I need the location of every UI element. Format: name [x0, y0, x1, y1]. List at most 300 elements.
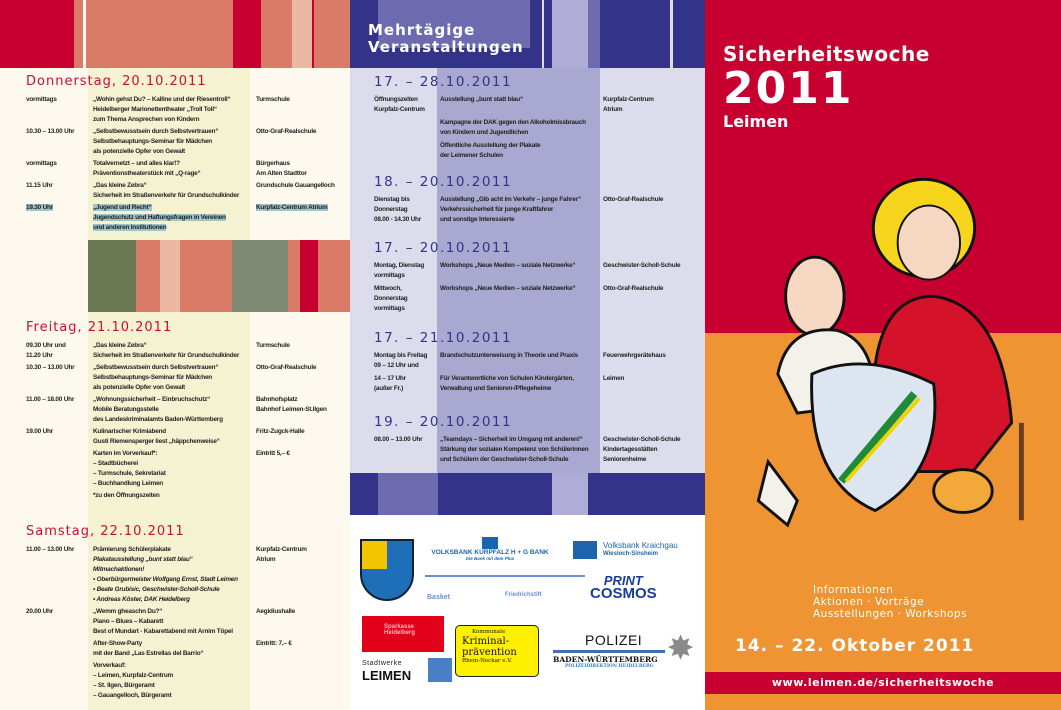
line	[93, 191, 256, 201]
text-line: Fritz-Zugck-Halle	[256, 428, 305, 435]
text-line: Jugendschutz und Haftungsfragen in Vereinen	[93, 214, 226, 221]
event-dates: 14. – 22. Oktober 2011	[735, 636, 975, 656]
line	[93, 575, 256, 585]
event-time	[26, 203, 93, 233]
logo-text: Kriminal-	[462, 636, 510, 647]
stadtwerke-leimen-logo	[362, 658, 454, 682]
event-location	[256, 95, 350, 125]
text-line: Montag, Dienstag	[374, 262, 425, 269]
event-location	[603, 118, 705, 138]
text-line: und sonstige Interessierte	[440, 216, 515, 223]
line	[93, 395, 256, 405]
event-row	[0, 95, 350, 125]
text-line: „Wohin gehst Du? – Kalline und der Riesentroll“	[93, 96, 231, 103]
event-location	[603, 141, 705, 161]
line	[26, 341, 93, 351]
event-row	[0, 203, 350, 233]
logo-text: POLIZEI	[585, 632, 643, 648]
event-description	[93, 181, 256, 201]
event-time	[374, 284, 440, 314]
event-row	[0, 159, 350, 179]
line	[26, 159, 93, 169]
stripe	[233, 0, 261, 68]
line	[93, 449, 256, 459]
tagline-line: Aktionen · Vorträge	[813, 596, 925, 608]
event-location	[256, 395, 350, 425]
text-line: 08.00 - 14.30 Uhr	[374, 216, 422, 223]
event-location	[256, 341, 350, 361]
divider	[553, 650, 665, 653]
event-location	[256, 545, 350, 605]
multiday-section	[350, 414, 705, 468]
text-line: „Selbstbewusstsein durch Selbstvertrauen“	[93, 128, 219, 135]
line	[603, 455, 705, 465]
line	[93, 459, 256, 469]
volksbank-icon	[573, 541, 597, 559]
event-description	[93, 449, 256, 489]
logo-text: LEIMEN	[362, 668, 412, 683]
event-time	[26, 341, 93, 361]
event-description	[93, 203, 256, 233]
title-line: Veranstaltungen	[368, 38, 524, 56]
text-line: Leimen	[603, 375, 625, 382]
text-line: Prämierung Schülerplakate	[93, 546, 171, 553]
event-time	[26, 395, 93, 425]
event-time	[374, 261, 440, 281]
text-line: Heidelberger Marionettentheater „Troll Toll“	[93, 106, 217, 113]
text-line: Totalvernetzt – und alles klar!?	[93, 160, 180, 167]
text-line: • Beate Grubisic, Geschwister-Scholl-Schule	[93, 586, 220, 593]
day-section-saturday	[0, 524, 350, 703]
text-line: Am Alten Stadttor	[256, 170, 307, 177]
police-star-icon: ✸	[668, 632, 694, 665]
event-location	[256, 363, 350, 393]
line	[93, 169, 256, 179]
line	[26, 607, 93, 617]
line	[256, 395, 350, 405]
line	[374, 205, 440, 215]
event-time	[374, 374, 440, 394]
text-line: 14 – 17 Uhr	[374, 375, 406, 382]
logo-text: BADEN-WÜRTTEMBERG	[553, 655, 658, 664]
event-row	[0, 181, 350, 201]
event-description	[440, 261, 603, 281]
text-line: Mobile Beratungsstelle	[93, 406, 159, 413]
line	[256, 607, 350, 617]
line	[26, 351, 93, 361]
cartoon-illustration	[725, 150, 1045, 530]
text-line: Karten im Vorverkauf*:	[93, 450, 158, 457]
line	[93, 213, 256, 223]
event-location	[256, 159, 350, 179]
event-row	[350, 284, 705, 314]
line	[26, 95, 93, 105]
line	[440, 205, 603, 215]
text-line: Für Verantwortliche von Schulen Kindergärten,	[440, 375, 574, 382]
line	[256, 181, 350, 191]
event-location	[256, 661, 350, 701]
line	[440, 95, 603, 105]
event-description	[93, 607, 256, 637]
text-line: Piano – Blues – Kabarett	[93, 618, 164, 625]
logo-text: COSMOS	[590, 585, 657, 602]
text-line: 11.20 Uhr	[26, 352, 53, 359]
tagline-line: Informationen	[813, 584, 894, 596]
event-description	[93, 341, 256, 361]
text-line: Gusti Riemensperger liest „häppchenweise“	[93, 438, 220, 445]
logo-text: PRINT	[603, 573, 643, 588]
text-line: – St. Ilgen, Bürgeramt	[93, 682, 155, 689]
text-line: – Gauangelloch, Bürgeramt	[93, 692, 172, 699]
kriminalpraevention-logo	[455, 625, 539, 677]
line	[93, 691, 256, 701]
event-time	[374, 95, 440, 115]
text-line: – Stadtbücherei	[93, 460, 138, 467]
line	[93, 661, 256, 671]
tagline-line: Ausstellungen · Workshops	[813, 608, 968, 620]
stripe	[588, 0, 600, 68]
website-link[interactable]: www.leimen.de/sicherheitswoche	[771, 676, 995, 689]
line	[93, 105, 256, 115]
line	[93, 617, 256, 627]
sparkasse-logo	[362, 616, 444, 652]
text-line: Kurpfalz-Centrum	[256, 546, 307, 553]
line	[374, 195, 440, 205]
text-line: Bürgerhaus	[256, 160, 290, 167]
text-line: Selbstbehauptungs-Seminar für Mädchen	[93, 138, 213, 145]
event-description	[440, 284, 603, 314]
photo-police	[232, 240, 288, 312]
event-time	[26, 449, 93, 489]
text-line: vormittags	[26, 160, 57, 167]
logo-text: Rhein-Neckar e.V.	[462, 658, 512, 664]
text-line: „Wemm gheaschn Du?“	[93, 608, 163, 615]
event-description	[93, 661, 256, 701]
text-line: Kurpfalz-Centrum	[603, 96, 654, 103]
text-line: von Kindern und Jugendlichen	[440, 129, 529, 136]
line	[26, 427, 93, 437]
line	[603, 195, 705, 205]
line	[440, 195, 603, 205]
line	[256, 169, 350, 179]
title-line: Mehrtägige	[368, 21, 476, 39]
line	[603, 261, 705, 271]
line	[603, 95, 705, 105]
day-section-friday	[0, 320, 350, 503]
line	[93, 555, 256, 565]
text-line: vormittags	[374, 272, 405, 279]
line	[93, 351, 256, 361]
day-title: Freitag, 21.10.2011	[26, 320, 173, 335]
text-line: Selbstbehauptungs-Seminar für Mädchen	[93, 374, 213, 381]
line	[440, 374, 603, 384]
event-location	[603, 195, 705, 225]
line	[93, 607, 256, 617]
text-line: Kulinarischer Krimiabend	[93, 428, 166, 435]
text-line: Sicherheit im Straßenverkehr für Grundschulkinder	[93, 352, 240, 359]
event-description	[440, 95, 603, 115]
line	[374, 95, 440, 105]
line	[93, 203, 256, 213]
day-title: Donnerstag, 20.10.2011	[26, 74, 207, 89]
event-row	[350, 261, 705, 281]
text-line: 11.00 – 18.00 Uhr	[26, 396, 75, 403]
line	[93, 595, 256, 605]
line	[93, 363, 256, 373]
text-line: als potenzielle Opfer von Gewalt	[93, 384, 185, 391]
line	[93, 181, 256, 191]
text-line: 08.00 – 13.00 Uhr	[374, 436, 423, 443]
text-line: Brandschutzunterweisung in Theorie und Praxis	[440, 352, 579, 359]
photo-puppet	[88, 240, 136, 312]
logo-text: Friedrichstift	[505, 592, 542, 598]
line	[374, 304, 440, 314]
text-line: Sicherheit im Straßenverkehr für Grundschulkinder	[93, 192, 240, 199]
line	[256, 95, 350, 105]
event-time	[26, 427, 93, 447]
event-row	[0, 491, 350, 501]
stripe	[542, 0, 544, 68]
volksbank-icon	[482, 537, 498, 549]
event-time	[374, 141, 440, 161]
date-range-title: 18. – 20.10.2011	[374, 174, 513, 190]
text-line: vormittags	[26, 96, 57, 103]
event-time	[26, 181, 93, 201]
line	[374, 384, 440, 394]
text-line: Ausstellung „bunt statt blau“	[440, 96, 523, 103]
line	[440, 128, 603, 138]
text-line: Feuerwehrgerätehaus	[603, 352, 666, 359]
event-row	[350, 195, 705, 225]
line	[93, 565, 256, 575]
logo-text: prävention	[462, 647, 517, 658]
text-line: als potenzielle Opfer von Gewalt	[93, 148, 185, 155]
event-row	[0, 545, 350, 605]
event-description	[440, 374, 603, 394]
basket-friedrichstift-logo	[425, 575, 585, 605]
line	[440, 351, 603, 361]
day-section-thursday	[0, 74, 350, 235]
line	[440, 118, 603, 128]
line	[603, 435, 705, 445]
event-row	[0, 395, 350, 425]
text-line: – Buchhandlung Leimen	[93, 480, 164, 487]
line	[93, 681, 256, 691]
event-location	[256, 203, 350, 233]
line	[93, 383, 256, 393]
line	[440, 261, 603, 271]
event-description	[93, 395, 256, 425]
text-line: Eintritt 5,– €	[256, 450, 290, 457]
line	[374, 374, 440, 384]
line	[93, 671, 256, 681]
line	[603, 374, 705, 384]
text-line: Bahnhofsplatz	[256, 396, 298, 403]
line	[256, 545, 350, 555]
line	[440, 455, 603, 465]
stripe	[552, 473, 588, 515]
line	[26, 181, 93, 191]
line	[93, 627, 256, 637]
event-description	[440, 141, 603, 161]
text-line: – Turmschule, Sekretariat	[93, 470, 166, 477]
line	[93, 147, 256, 157]
event-location	[603, 374, 705, 394]
text-line: „Teamdays – Sicherheit im Umgang mit anderen!“	[440, 436, 583, 443]
event-row	[0, 427, 350, 447]
logo-text: Basket	[427, 594, 450, 601]
text-line: Kurpfalz-Centrum	[374, 106, 425, 113]
line	[93, 427, 256, 437]
text-line: Ausstellung „Gib acht im Verkehr – junge Fahrer“	[440, 196, 581, 203]
text-line: Stärkung der sozialen Kompetenz von Schülerinnen	[440, 446, 589, 453]
print-cosmos-logo	[590, 574, 657, 600]
text-line: Eintritt: 7,– €	[256, 640, 292, 647]
line	[93, 545, 256, 555]
event-row	[0, 639, 350, 659]
tagline	[813, 584, 967, 620]
text-line: Turmschule	[256, 96, 290, 103]
event-description	[440, 118, 603, 138]
event-time	[26, 363, 93, 393]
line	[93, 639, 256, 649]
event-description	[93, 427, 256, 447]
logo-text: Wiesloch-Sinsheim	[603, 551, 658, 557]
event-description	[93, 95, 256, 125]
line	[374, 361, 440, 371]
cover-panel	[705, 0, 1061, 710]
text-line: und Schülern der Geschwister-Scholl-Schule	[440, 456, 569, 463]
event-time	[374, 195, 440, 225]
event-location	[603, 261, 705, 281]
text-line: Kindertagesstätten	[603, 446, 658, 453]
text-line: Öffentliche Ausstellung der Plakate	[440, 142, 541, 149]
text-line: „Das kleine Zebra“	[93, 342, 147, 349]
line	[256, 555, 350, 565]
text-line: Workshops „Neue Medien – soziale Netzwerke“	[440, 285, 576, 292]
date-range-title: 17. – 28.10.2011	[374, 74, 513, 90]
logo-text: Die Bank mit dem Plus	[465, 556, 515, 561]
event-description	[440, 435, 603, 465]
line	[93, 95, 256, 105]
stripe	[670, 0, 673, 68]
day-title: Samstag, 22.10.2011	[26, 524, 185, 539]
event-location	[603, 351, 705, 371]
coat-of-arms-logo	[360, 539, 414, 601]
event-location	[256, 127, 350, 157]
logo-text: Sparkasse Heidelberg	[384, 624, 416, 636]
event-row	[0, 363, 350, 393]
text-line: • Andreas Köster, DAK Heidelberg	[93, 596, 190, 603]
line	[26, 363, 93, 373]
event-time	[26, 95, 93, 125]
line	[256, 363, 350, 373]
text-line: After-Show-Party	[93, 640, 142, 647]
line	[93, 137, 256, 147]
text-line: Öffnungszeiten	[374, 96, 418, 103]
line	[603, 284, 705, 294]
text-line: 10.30 – 13.00 Uhr	[26, 128, 75, 135]
text-line: des Landeskriminalamts Baden-Württemberg	[93, 416, 223, 423]
multiday-section	[350, 330, 705, 397]
date-range-title: 19. – 20.10.2011	[374, 414, 513, 430]
line	[26, 203, 93, 213]
text-line: „Wohnungssicherheit – Einbruchschutz“	[93, 396, 211, 403]
line	[93, 479, 256, 489]
line	[440, 284, 603, 294]
event-description	[440, 351, 603, 371]
event-row	[0, 661, 350, 701]
text-line: Aegidiushalle	[256, 608, 295, 615]
event-location	[603, 435, 705, 465]
line	[93, 159, 256, 169]
event-time	[26, 491, 93, 501]
logo-text: POLIZEIDIREKTION HEIDELBERG	[565, 664, 654, 669]
stripe	[300, 240, 318, 312]
event-time	[26, 661, 93, 701]
text-line: 11.00 – 13.00 Uhr	[26, 546, 75, 553]
event-location	[256, 607, 350, 637]
line	[256, 639, 350, 649]
line	[26, 545, 93, 555]
event-row	[350, 351, 705, 371]
line	[440, 141, 603, 151]
date-range-title: 17. – 20.10.2011	[374, 240, 513, 256]
text-line: Workshops „Neue Medien – soziale Netzwerke“	[440, 262, 576, 269]
line	[374, 261, 440, 271]
text-line: Best of Mundart - Kabarettabend mit Arnim Töpel	[93, 628, 233, 635]
event-description	[93, 363, 256, 393]
text-line: 19.30 Uhr	[26, 204, 53, 211]
text-line: „Jugend und Recht“	[93, 204, 152, 211]
event-location	[256, 639, 350, 659]
text-line: Turmschule	[256, 342, 290, 349]
line	[26, 395, 93, 405]
polizei-bw-logo	[553, 632, 665, 669]
event-row	[0, 607, 350, 637]
text-line: • Oberbürgermeister Wolfgang Ernst, Stadt Leimen	[93, 576, 238, 583]
text-line: Donnerstag	[374, 206, 408, 213]
text-line: Montag bis Freitag	[374, 352, 428, 359]
line	[93, 469, 256, 479]
event-time	[26, 545, 93, 605]
text-line: Bahnhof Leimen-St.Ilgen	[256, 406, 327, 413]
event-row	[0, 341, 350, 361]
text-line: Verwaltung und Senioren-/Pflegeheime	[440, 385, 552, 392]
text-line: Dienstag bis	[374, 196, 410, 203]
text-line: vormittags	[374, 305, 405, 312]
stripe	[552, 0, 588, 68]
stripe	[0, 240, 88, 312]
text-line: 10.30 – 13.00 Uhr	[26, 364, 75, 371]
line	[256, 341, 350, 351]
line	[603, 445, 705, 455]
event-row	[350, 118, 705, 138]
line	[256, 127, 350, 137]
text-line: 09 – 12 Uhr und	[374, 362, 419, 369]
multiday-title	[368, 22, 524, 56]
line	[93, 585, 256, 595]
event-description	[93, 545, 256, 605]
text-line: Grundschule Gauangelloch	[256, 182, 335, 189]
text-line: Verkehrssicherheit für junge Kraftfahrer	[440, 206, 554, 213]
line	[93, 437, 256, 447]
city-text: Leimen	[723, 112, 789, 131]
text-line: „Selbstbewusstsein durch Selbstvertrauen“	[93, 364, 219, 371]
line	[256, 427, 350, 437]
text-line: Geschwister-Scholl-Schule	[603, 262, 681, 269]
line	[93, 405, 256, 415]
